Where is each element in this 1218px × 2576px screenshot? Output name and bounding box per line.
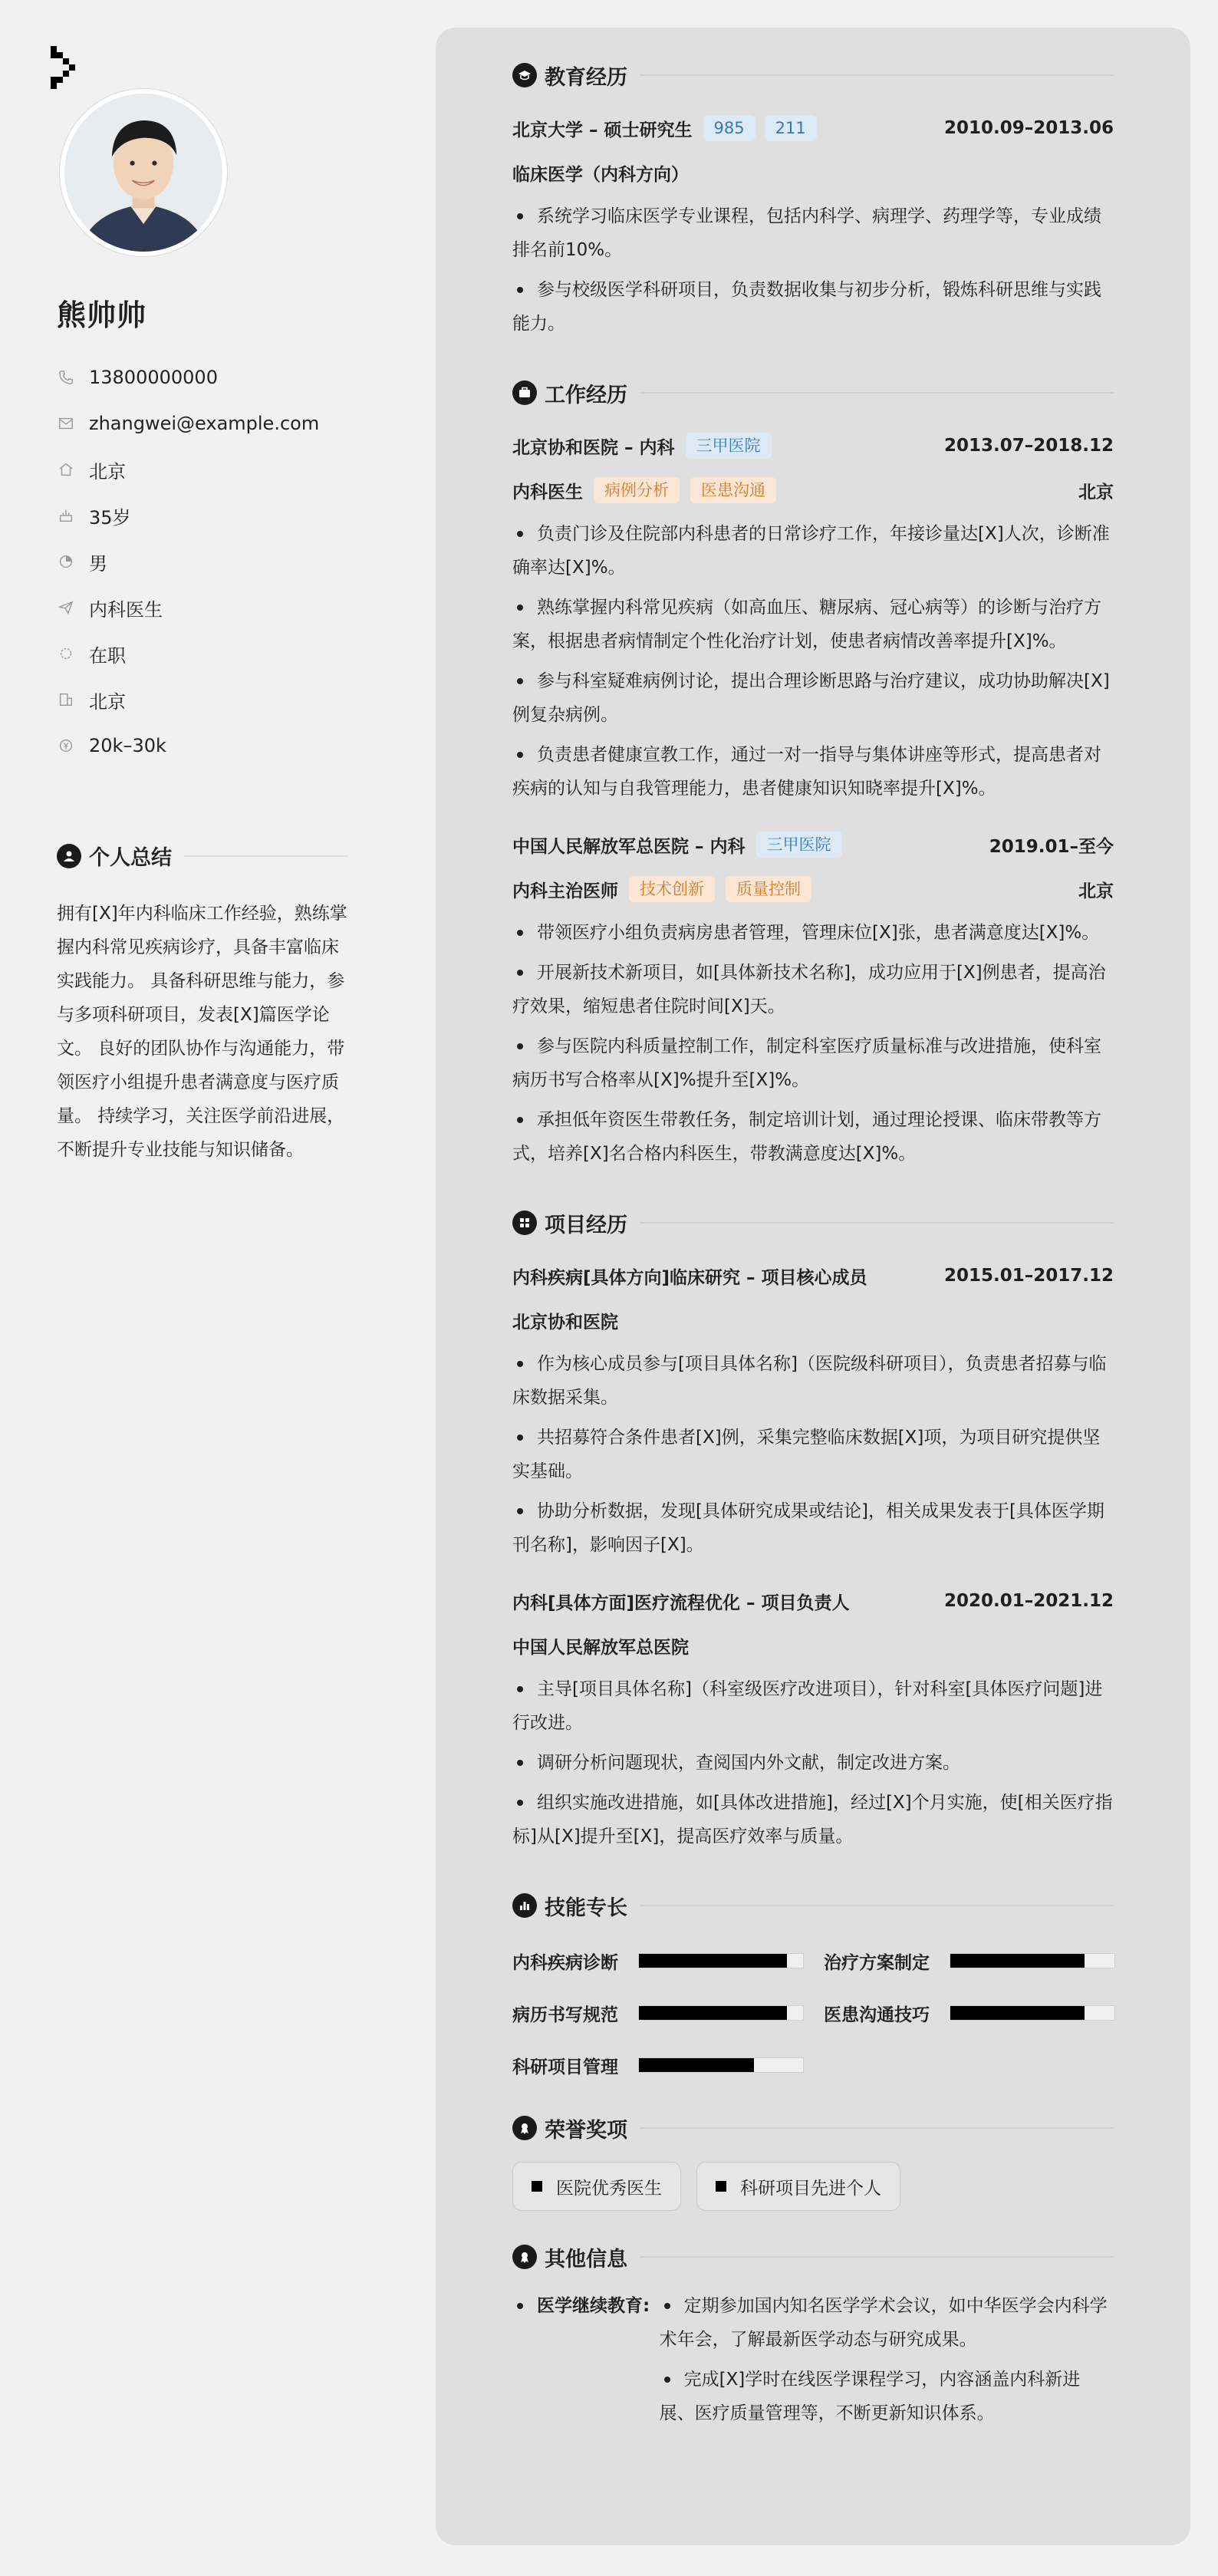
school-tag: 211 bbox=[765, 115, 817, 141]
home-icon bbox=[57, 460, 75, 479]
info-text: zhangwei@example.com bbox=[89, 413, 320, 434]
project-name-row bbox=[512, 1253, 1114, 1298]
project-org: 中国人民解放军总医院 bbox=[512, 1637, 689, 1658]
work-header bbox=[512, 377, 1114, 408]
skill-bar bbox=[638, 2057, 804, 2073]
skills-header bbox=[512, 1890, 1114, 1921]
job-role-row bbox=[512, 867, 1114, 911]
honor-badge bbox=[696, 2162, 900, 2211]
job-bullets bbox=[512, 916, 1114, 1171]
list-item: 参与校级医学科研项目，负责数据收集与初步分析，锻炼科研思维与实践能力。 bbox=[512, 273, 1114, 341]
job-bullets bbox=[512, 517, 1114, 805]
gender-icon bbox=[57, 552, 75, 571]
job-city: 北京 bbox=[1078, 881, 1114, 901]
send-icon bbox=[57, 598, 75, 617]
skill-bar-fill bbox=[639, 1954, 787, 1968]
main-content bbox=[512, 60, 1114, 2436]
money-icon bbox=[57, 736, 75, 755]
other-bullets bbox=[660, 2289, 1114, 2436]
period: 2010.09–2013.06 bbox=[943, 118, 1114, 138]
list-item: 协助分析数据，发现[具体研究成果或结论]，相关成果发表于[具体医学期刊名称]，影响因子[X]。 bbox=[512, 1494, 1114, 1562]
honor-badge bbox=[512, 2162, 681, 2211]
education-major-row bbox=[512, 150, 1114, 195]
list-item: 熟练掌握内科常见疾病（如高血压、糖尿病、冠心病等）的诊断与治疗方案，根据患者病情制定个性化治疗计划，使患者病情改善率提升[X]%。 bbox=[512, 591, 1114, 658]
list-item: 组织实施改进措施，如[具体改进措施]，经过[X]个月实施，使[相关医疗指标]从[X]提升至[X]，提高医疗效率与质量。 bbox=[512, 1786, 1114, 1853]
building-icon bbox=[57, 690, 75, 709]
project-org-row bbox=[512, 1298, 1114, 1342]
section-title: 技能专长 bbox=[545, 1896, 627, 1920]
skill-name: 治疗方案制定 bbox=[824, 1952, 930, 1973]
info-row-salary bbox=[57, 723, 319, 769]
section-title: 教育经历 bbox=[545, 65, 627, 90]
list-item: 定期参加国内知名医学学术会议，如中华医学会内科学术年会，了解最新医学动态与研究成果。 bbox=[660, 2289, 1114, 2357]
summary-text: 拥有[X]年内科临床工作经验，熟练掌握内科常见疾病诊疗，具备丰富临床实践能力。 具备科研思维与能力，参与多项科研项目，发表[X]篇医学论文。 良好的团队协作与沟通能力，带领医疗小组提升患者满意度与医疗质量。 持续学习，关注医学前沿进展，不断提升专业技能与知识储备。 bbox=[57, 904, 347, 1160]
period: 2020.01–2021.12 bbox=[943, 1591, 1114, 1611]
skill-bar-fill bbox=[639, 2006, 787, 2020]
skill-bar bbox=[638, 1953, 804, 1968]
project-org: 北京协和医院 bbox=[512, 1312, 618, 1332]
list-item: 负责患者健康宣教工作，通过一对一指导与集体讲座等形式，提高患者对疾病的认知与自我管理能力，患者健康知识知晓率提升[X]%。 bbox=[512, 738, 1114, 805]
school-tag: 985 bbox=[703, 115, 755, 141]
divider bbox=[640, 2256, 1114, 2258]
info-text: 北京 bbox=[89, 690, 126, 713]
person-icon bbox=[57, 844, 81, 868]
graduation-cap-icon bbox=[512, 63, 537, 87]
grid-icon bbox=[512, 1211, 537, 1235]
info-text: 内科医生 bbox=[89, 598, 163, 621]
honors-list bbox=[512, 2162, 1114, 2211]
mail-icon bbox=[57, 414, 75, 433]
divider bbox=[640, 74, 1114, 76]
award-icon bbox=[512, 2116, 537, 2140]
list-item: 开展新技术新项目，如[具体新技术名称]，成功应用于[X]例患者，提高治疗效果，缩短患者住院时间[X]天。 bbox=[512, 956, 1114, 1023]
square-bullet-icon bbox=[716, 2181, 726, 2192]
period: 2013.07–2018.12 bbox=[943, 436, 1114, 456]
role-tag: 病例分析 bbox=[594, 477, 680, 503]
info-row-workplace bbox=[57, 677, 319, 723]
skill-item bbox=[512, 1996, 804, 2030]
skill-name: 医患沟通技巧 bbox=[824, 2004, 930, 2025]
section-title: 其他信息 bbox=[545, 2247, 627, 2271]
list-item: 参与科室疑难病例讨论，提出合理诊断思路与治疗建议，成功协助解决[X]例复杂病例。 bbox=[512, 664, 1114, 732]
skill-item bbox=[824, 1996, 1115, 2030]
list-item: 调研分析问题现状，查阅国内外文献，制定改进方案。 bbox=[512, 1746, 1114, 1780]
projects-header bbox=[512, 1207, 1114, 1238]
info-row-age bbox=[57, 492, 319, 539]
skill-bar bbox=[950, 1953, 1115, 1968]
status-icon bbox=[57, 644, 75, 663]
major: 临床医学（内科方向） bbox=[512, 164, 689, 185]
list-item: 参与医院内科质量控制工作，制定科室医疗质量标准与改进措施，使科室病历书写合格率从[X]%提升至[X]%。 bbox=[512, 1029, 1114, 1097]
section-title: 工作经历 bbox=[545, 383, 627, 407]
list-item: 完成[X]学时在线医学课程学习，内容涵盖内科新进展、医疗质量管理等，不断更新知识体系。 bbox=[660, 2363, 1114, 2430]
info-text: 北京 bbox=[89, 460, 126, 483]
skill-item bbox=[512, 2048, 804, 2082]
phone-icon bbox=[57, 368, 75, 387]
section-title: 项目经历 bbox=[545, 1213, 627, 1237]
logo-icon bbox=[51, 46, 78, 89]
section-title: 个人总结 bbox=[89, 846, 172, 870]
other-info bbox=[512, 2289, 1114, 2436]
skill-bar bbox=[950, 2005, 1115, 2021]
role-tag: 医患沟通 bbox=[690, 477, 776, 503]
list-item: 共招募符合条件患者[X]例，采集完整临床数据[X]项，为项目研究提供坚实基础。 bbox=[512, 1421, 1114, 1488]
role-tag: 质量控制 bbox=[726, 876, 811, 902]
list-item: 系统学习临床医学专业课程，包括内科学、病理学、药理学等，专业成绩排名前10%。 bbox=[512, 199, 1114, 267]
skill-name: 病历书写规范 bbox=[512, 2004, 618, 2025]
info-row-email bbox=[57, 400, 319, 446]
skill-item bbox=[512, 1944, 804, 1978]
skill-item bbox=[824, 1944, 1115, 1978]
job-org: 北京协和医院 – 内科 bbox=[512, 437, 675, 458]
divider bbox=[640, 2127, 1114, 2129]
project-name: 内科[具体方面]医疗流程优化 – 项目负责人 bbox=[512, 1593, 850, 1613]
org-tag: 三甲医院 bbox=[686, 433, 772, 459]
info-row-position bbox=[57, 585, 319, 631]
other-label: 医学继续教育: bbox=[512, 2289, 660, 2436]
skill-name: 内科疾病诊断 bbox=[512, 1952, 618, 1973]
project-name: 内科疾病[具体方向]临床研究 – 项目核心成员 bbox=[512, 1267, 867, 1288]
info-row-status bbox=[57, 631, 319, 677]
role-tag: 技术创新 bbox=[629, 876, 715, 902]
divider bbox=[640, 1905, 1114, 1906]
summary-header bbox=[57, 841, 348, 871]
skill-bar-fill bbox=[639, 2058, 754, 2072]
list-item: 带领医疗小组负责病房患者管理，管理床位[X]张，患者满意度达[X]%。 bbox=[512, 916, 1114, 950]
job-role: 内科医生 bbox=[512, 482, 583, 502]
divider bbox=[640, 392, 1114, 394]
divider bbox=[184, 855, 348, 857]
avatar bbox=[60, 89, 227, 256]
org-tag: 三甲医院 bbox=[756, 832, 842, 858]
job-org: 中国人民解放军总医院 – 内科 bbox=[512, 836, 746, 857]
honor-text: 科研项目先进个人 bbox=[740, 2178, 881, 2199]
briefcase-icon bbox=[512, 380, 537, 405]
honor-text: 医院优秀医生 bbox=[556, 2178, 662, 2199]
list-item: 作为核心成员参与[项目具体名称]（医院级科研项目），负责患者招募与临床数据采集。 bbox=[512, 1347, 1114, 1415]
bar-chart-icon bbox=[512, 1893, 537, 1918]
education-bullets bbox=[512, 199, 1114, 341]
job-org-row bbox=[512, 423, 1114, 468]
job-org-row bbox=[512, 822, 1114, 867]
other-header bbox=[512, 2242, 1114, 2272]
info-text: 35岁 bbox=[89, 506, 131, 529]
education-school-row bbox=[512, 106, 1114, 150]
info-text: 在职 bbox=[89, 644, 126, 667]
skills-grid bbox=[512, 1944, 1114, 2082]
award-icon bbox=[512, 2245, 537, 2269]
period: 2019.01–至今 bbox=[989, 836, 1114, 857]
education-header bbox=[512, 60, 1114, 91]
skill-bar-fill bbox=[950, 1954, 1085, 1968]
project-name-row bbox=[512, 1579, 1114, 1623]
info-row-city bbox=[57, 446, 319, 492]
info-text: 13800000000 bbox=[89, 367, 218, 388]
info-row-phone bbox=[57, 354, 319, 400]
info-row-gender bbox=[57, 539, 319, 585]
project-bullets bbox=[512, 1347, 1114, 1562]
job-role-row bbox=[512, 468, 1114, 512]
job-city: 北京 bbox=[1078, 482, 1114, 502]
info-text: 男 bbox=[89, 552, 107, 575]
school-name: 北京大学 – 硕士研究生 bbox=[512, 120, 693, 140]
info-text: 20k–30k bbox=[89, 735, 166, 756]
avatar-portrait bbox=[64, 94, 222, 252]
period: 2015.01–2017.12 bbox=[943, 1266, 1114, 1286]
skill-bar-fill bbox=[950, 2006, 1085, 2020]
candidate-name: 熊帅帅 bbox=[57, 298, 147, 332]
project-bullets bbox=[512, 1672, 1114, 1853]
project-org-row bbox=[512, 1623, 1114, 1668]
section-title: 荣誉奖项 bbox=[545, 2118, 627, 2143]
list-item: 负责门诊及住院部内科患者的日常诊疗工作，年接诊量达[X]人次，诊断准确率达[X]%。 bbox=[512, 517, 1114, 585]
cake-icon bbox=[57, 506, 75, 525]
list-item: 承担低年资医生带教任务，制定培训计划，通过理论授课、临床带教等方式，培养[X]名合格内科医生，带教满意度达[X]%。 bbox=[512, 1103, 1114, 1171]
skill-name: 科研项目管理 bbox=[512, 2057, 618, 2077]
contact-info bbox=[57, 354, 319, 769]
divider bbox=[640, 1222, 1114, 1224]
square-bullet-icon bbox=[532, 2181, 542, 2192]
skill-bar bbox=[638, 2005, 804, 2021]
honors-header bbox=[512, 2113, 1114, 2143]
list-item: 主导[项目具体名称]（科室级医疗改进项目），针对科室[具体医疗问题]进行改进。 bbox=[512, 1672, 1114, 1740]
job-role: 内科主治医师 bbox=[512, 881, 618, 901]
summary-section bbox=[57, 841, 348, 1167]
